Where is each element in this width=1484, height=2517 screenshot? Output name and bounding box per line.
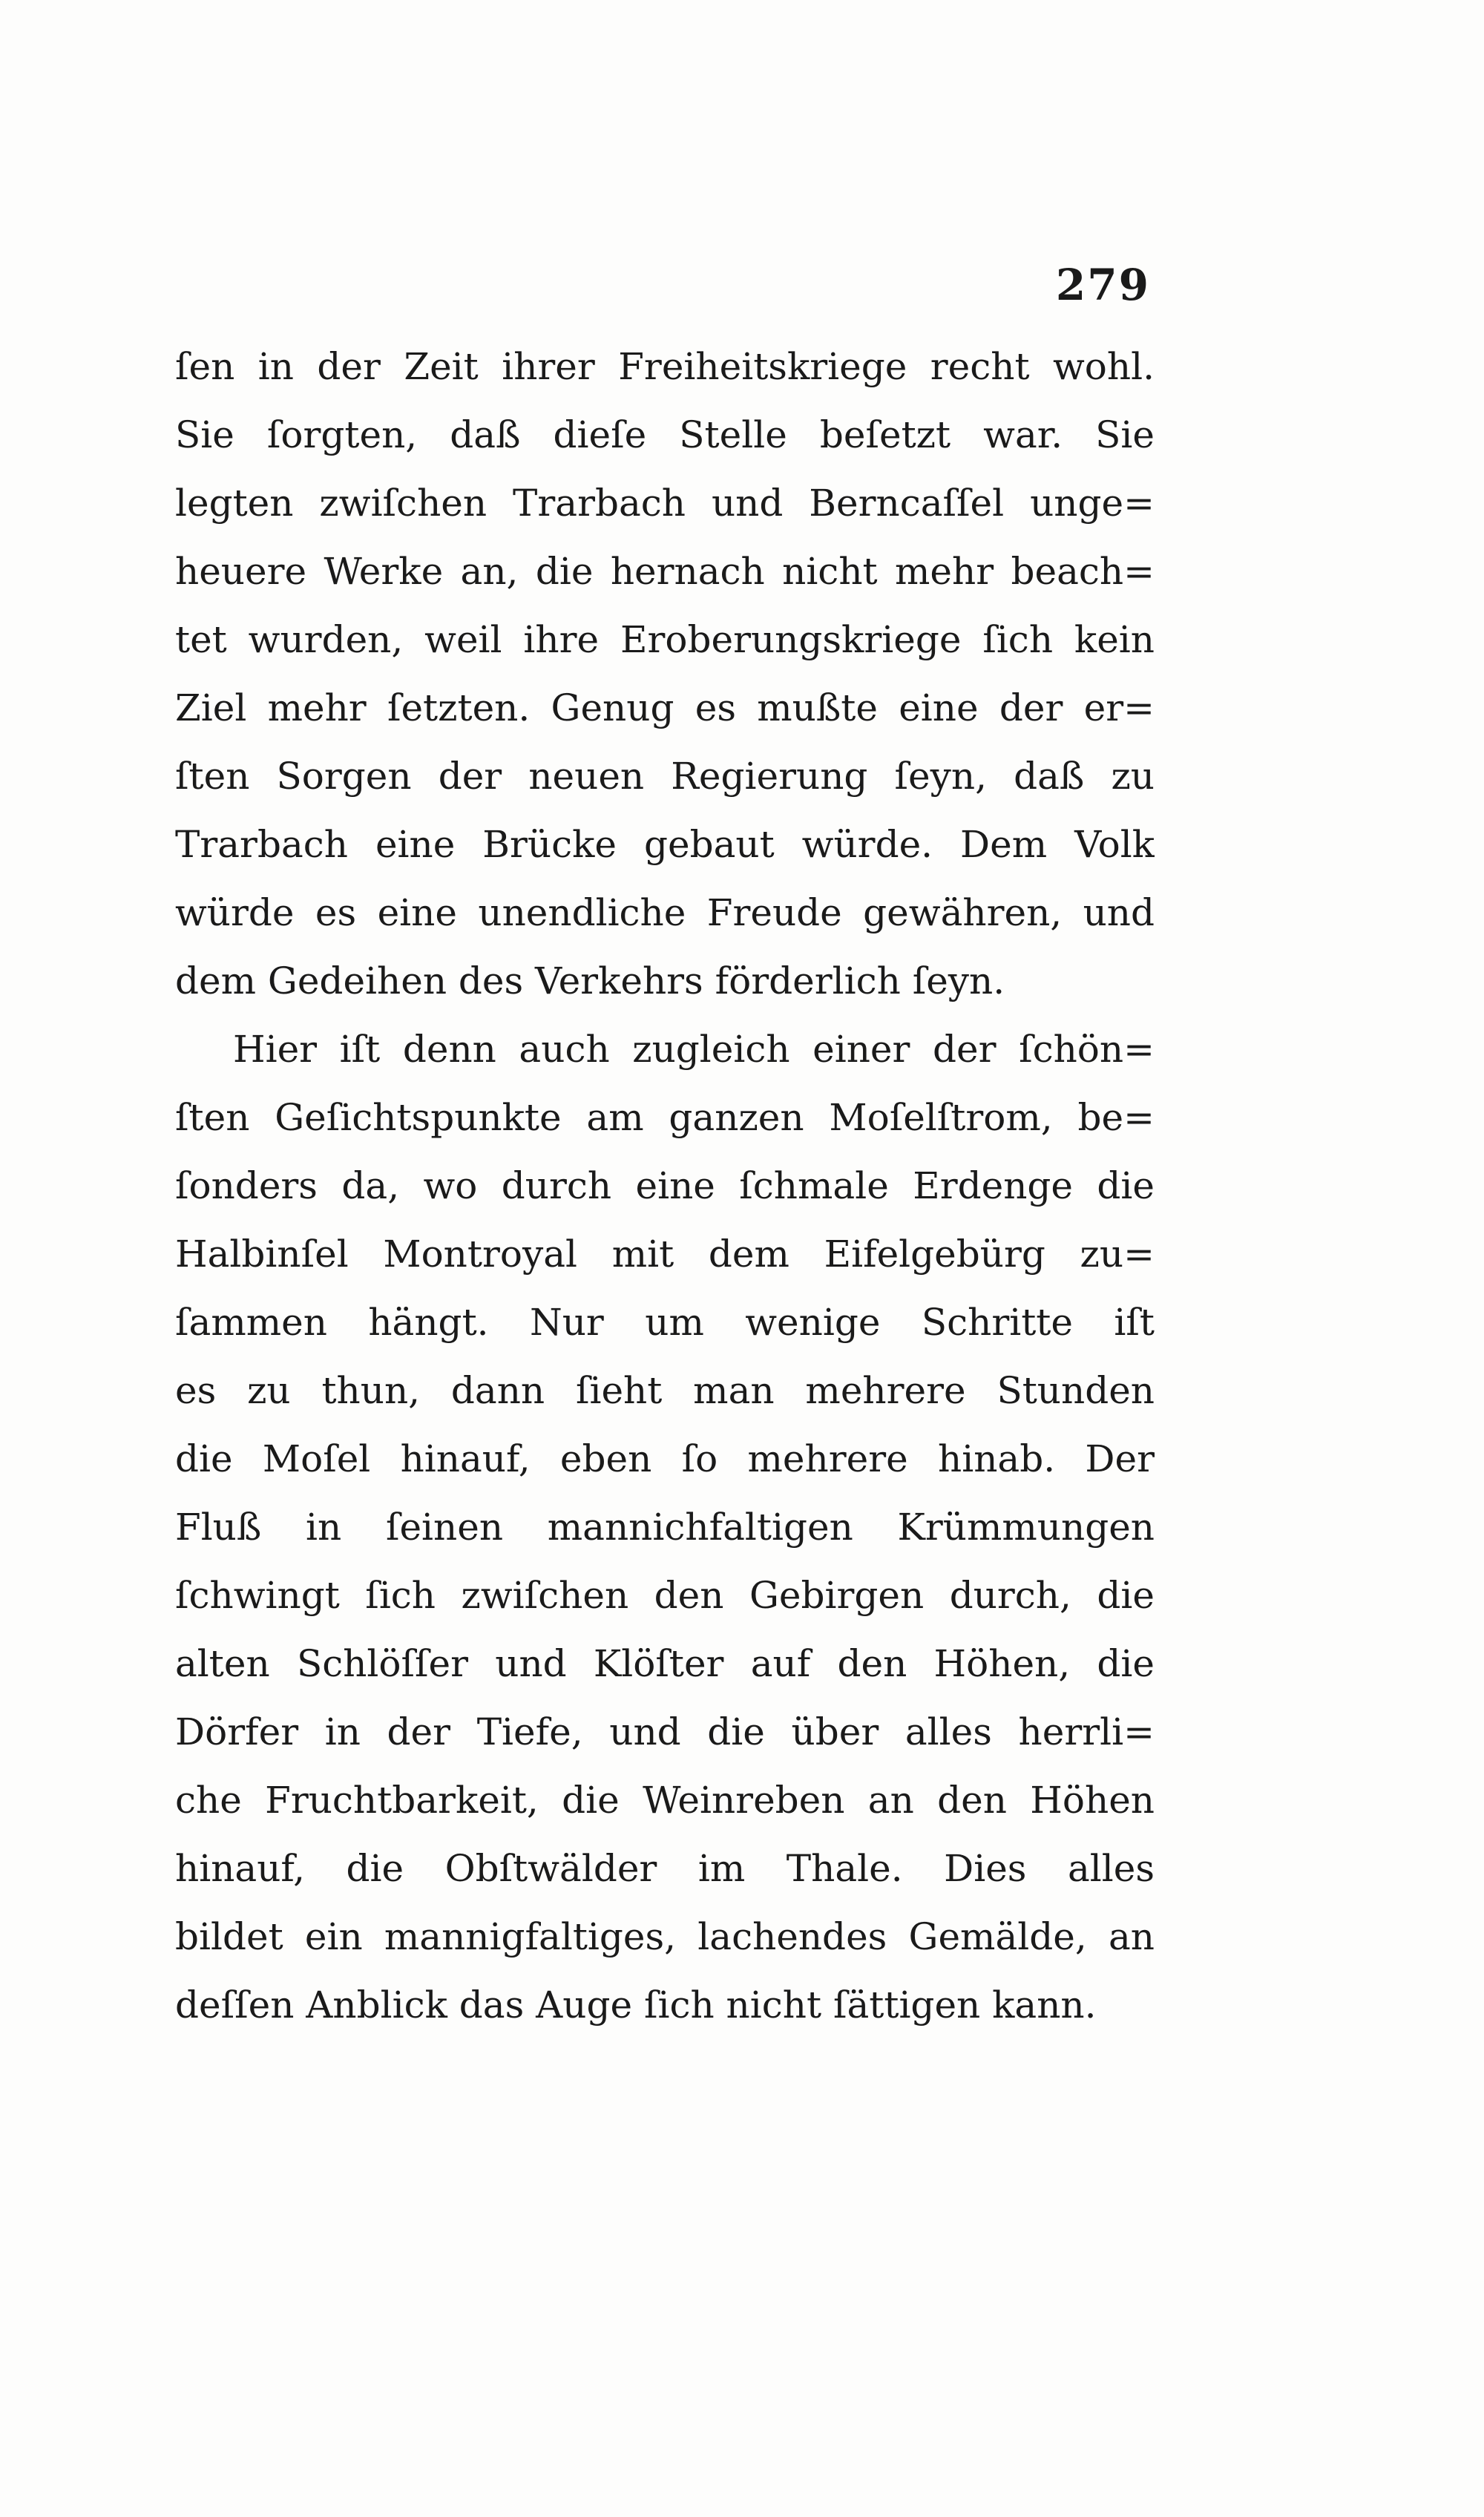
text-line: alten Schlöſſer und Klöſter auf den Höhen, die xyxy=(175,1642,1155,1685)
text-line: die Moſel hinauf, eben ſo mehrere hinab. Der xyxy=(175,1437,1155,1480)
text-line: Sie ſorgten, daß dieſe Stelle beſetzt war. Sie xyxy=(175,413,1155,456)
text-line: Ziel mehr ſetzten. Genug es mußte eine der er= xyxy=(175,686,1155,729)
page-number: 279 xyxy=(1055,260,1150,310)
paragraph-1 xyxy=(175,332,1155,1015)
text-line: Hier iſt denn auch zugleich einer der ſchön= xyxy=(233,1028,1155,1071)
text-line: hinauf, die Obſtwälder im Thale. Dies alles xyxy=(175,1847,1155,1890)
text-line: legten zwiſchen Trarbach und Berncaſſel unge= xyxy=(175,482,1155,525)
text-line: es zu thun, dann ſieht man mehrere Stunden xyxy=(175,1369,1155,1412)
text-line: ſonders da, wo durch eine ſchmale Erdenge die xyxy=(175,1164,1155,1207)
text-line: heuere Werke an, die hernach nicht mehr beach= xyxy=(175,550,1155,593)
text-line: bildet ein mannigfaltiges, lachendes Gemälde, an xyxy=(175,1915,1155,1958)
text-line: deſſen Anblick das Auge ſich nicht ſättigen kann. xyxy=(175,1983,1097,2027)
text-line: che Fruchtbarkeit, die Weinreben an den Höhen xyxy=(175,1779,1155,1822)
text-line: ſen in der Zeit ihrer Freiheitskriege recht wohl. xyxy=(175,345,1155,388)
text-line: ſten Sorgen der neuen Regierung ſeyn, daß zu xyxy=(175,755,1155,798)
body-text xyxy=(175,332,1155,2039)
text-line: ſchwingt ſich zwiſchen den Gebirgen durch, die xyxy=(175,1574,1155,1617)
text-line: tet wurden, weil ihre Eroberungskriege ſich kein xyxy=(175,618,1155,661)
text-line: dem Gedeihen des Verkehrs förderlich ſeyn. xyxy=(175,959,1005,1002)
text-line: Trarbach eine Brücke gebaut würde. Dem Volk xyxy=(175,823,1155,866)
text-line: würde es eine unendliche Freude gewähren, und xyxy=(175,891,1155,934)
text-line: Halbinſel Montroyal mit dem Eifelgebürg zu= xyxy=(175,1233,1155,1276)
text-line: Fluß in ſeinen mannichfaltigen Krümmungen xyxy=(175,1506,1155,1549)
text-line: ſten Geſichtspunkte am ganzen Moſelſtrom, be= xyxy=(175,1096,1155,1139)
text-line: Dörfer in der Tiefe, und die über alles herrli= xyxy=(175,1710,1155,1753)
text-line: ſammen hängt. Nur um wenige Schritte iſt xyxy=(175,1301,1155,1344)
paragraph-2 xyxy=(175,1015,1155,2039)
